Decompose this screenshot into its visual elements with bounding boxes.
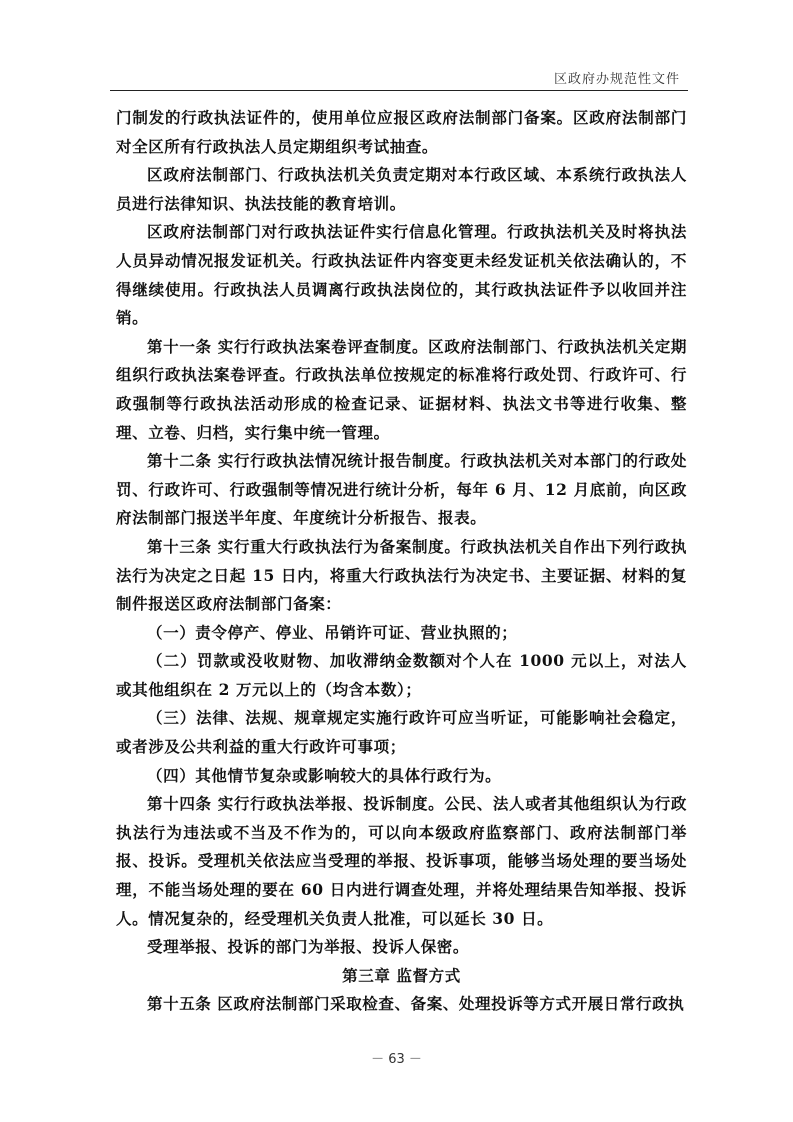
- article-11: 第十一条 实行行政执法案卷评查制度。区政府法制部门、行政执法机关定期组织行政执法案卷评查。行政执法单位按规定的标准将行政处罚、行政许可、行政强制等行政执法活动形成的检查记录、证据材料、执法文书等进行收集、整理、立卷、归档，实行集中统一管理。: [116, 336, 687, 442]
- list-item-1: （一）责令停产、停业、吊销许可证、营业执照的；: [147, 622, 518, 642]
- article-15: 第十五条 区政府法制部门采取检查、备案、处理投诉等方式开展日常行政执: [147, 994, 685, 1014]
- running-header: 区政府办规范性文件: [553, 72, 680, 87]
- chapter-heading: 第三章 监督方式: [342, 965, 461, 985]
- list-item-2: （二）罚款或没收财物、加收滞纳金数额对个人在 1000 元以上，对法人或其他组织在 2 万元以上的（均含本数）；: [116, 651, 687, 699]
- header-divider: [110, 90, 688, 91]
- article-14: 第十四条 实行行政执法举报、投诉制度。公民、法人或者其他组织认为行政执法行为违法或不当及不作为的，可以向本级政府监察部门、政府法制部门举报、投诉。受理机关依法应当受理的举报、投诉事项，能够当场处理的要当场处理，不能当场处理的要在 60 日内进行调查处理，并将处理结果告知举报、投诉人。情况复杂的，经受理机关负责人批准，可以延长 30 日。: [116, 794, 687, 928]
- article-12: 第十二条 实行行政执法情况统计报告制度。行政执法机关对本部门的行政处罚、行政许可、行政强制等情况进行统计分析，每年 6 月、12 月底前，向区政府法制部门报送半年度、年度统计分析报告、报表。: [116, 451, 687, 528]
- paragraph-continuation: 门制发的行政执法证件的，使用单位应报区政府法制部门备案。区政府法制部门对全区所有行政执法人员定期组织考试抽查。: [116, 108, 687, 156]
- document-body: [116, 104, 687, 1019]
- list-item-4: （四）其他情节复杂或影响较大的具体行政行为。: [147, 765, 502, 785]
- paragraph: 区政府法制部门、行政执法机关负责定期对本行政区域、本系统行政执法人员进行法律知识、执法技能的教育培训。: [116, 165, 687, 213]
- paragraph: 受理举报、投诉的部门为举报、投诉人保密。: [147, 937, 470, 957]
- article-13: 第十三条 实行重大行政执法行为备案制度。行政执法机关自作出下列行政执法行为决定之日起 15 日内，将重大行政执法行为决定书、主要证据、材料的复制件报送区政府法制部门备案：: [116, 536, 687, 614]
- list-item-3: （三）法律、法规、规章规定实施行政许可应当听证，可能影响社会稳定，或者涉及公共利益的重大行政许可事项；: [116, 708, 687, 757]
- paragraph: 区政府法制部门对行政执法证件实行信息化管理。行政执法机关及时将执法人员异动情况报发证机关。行政执法证件内容变更未经发证机关依法确认的，不得继续使用。行政执法人员调离行政执法岗位的，其行政执法证件予以收回并注销。: [116, 222, 687, 328]
- page-number: － 63 －: [371, 1052, 422, 1067]
